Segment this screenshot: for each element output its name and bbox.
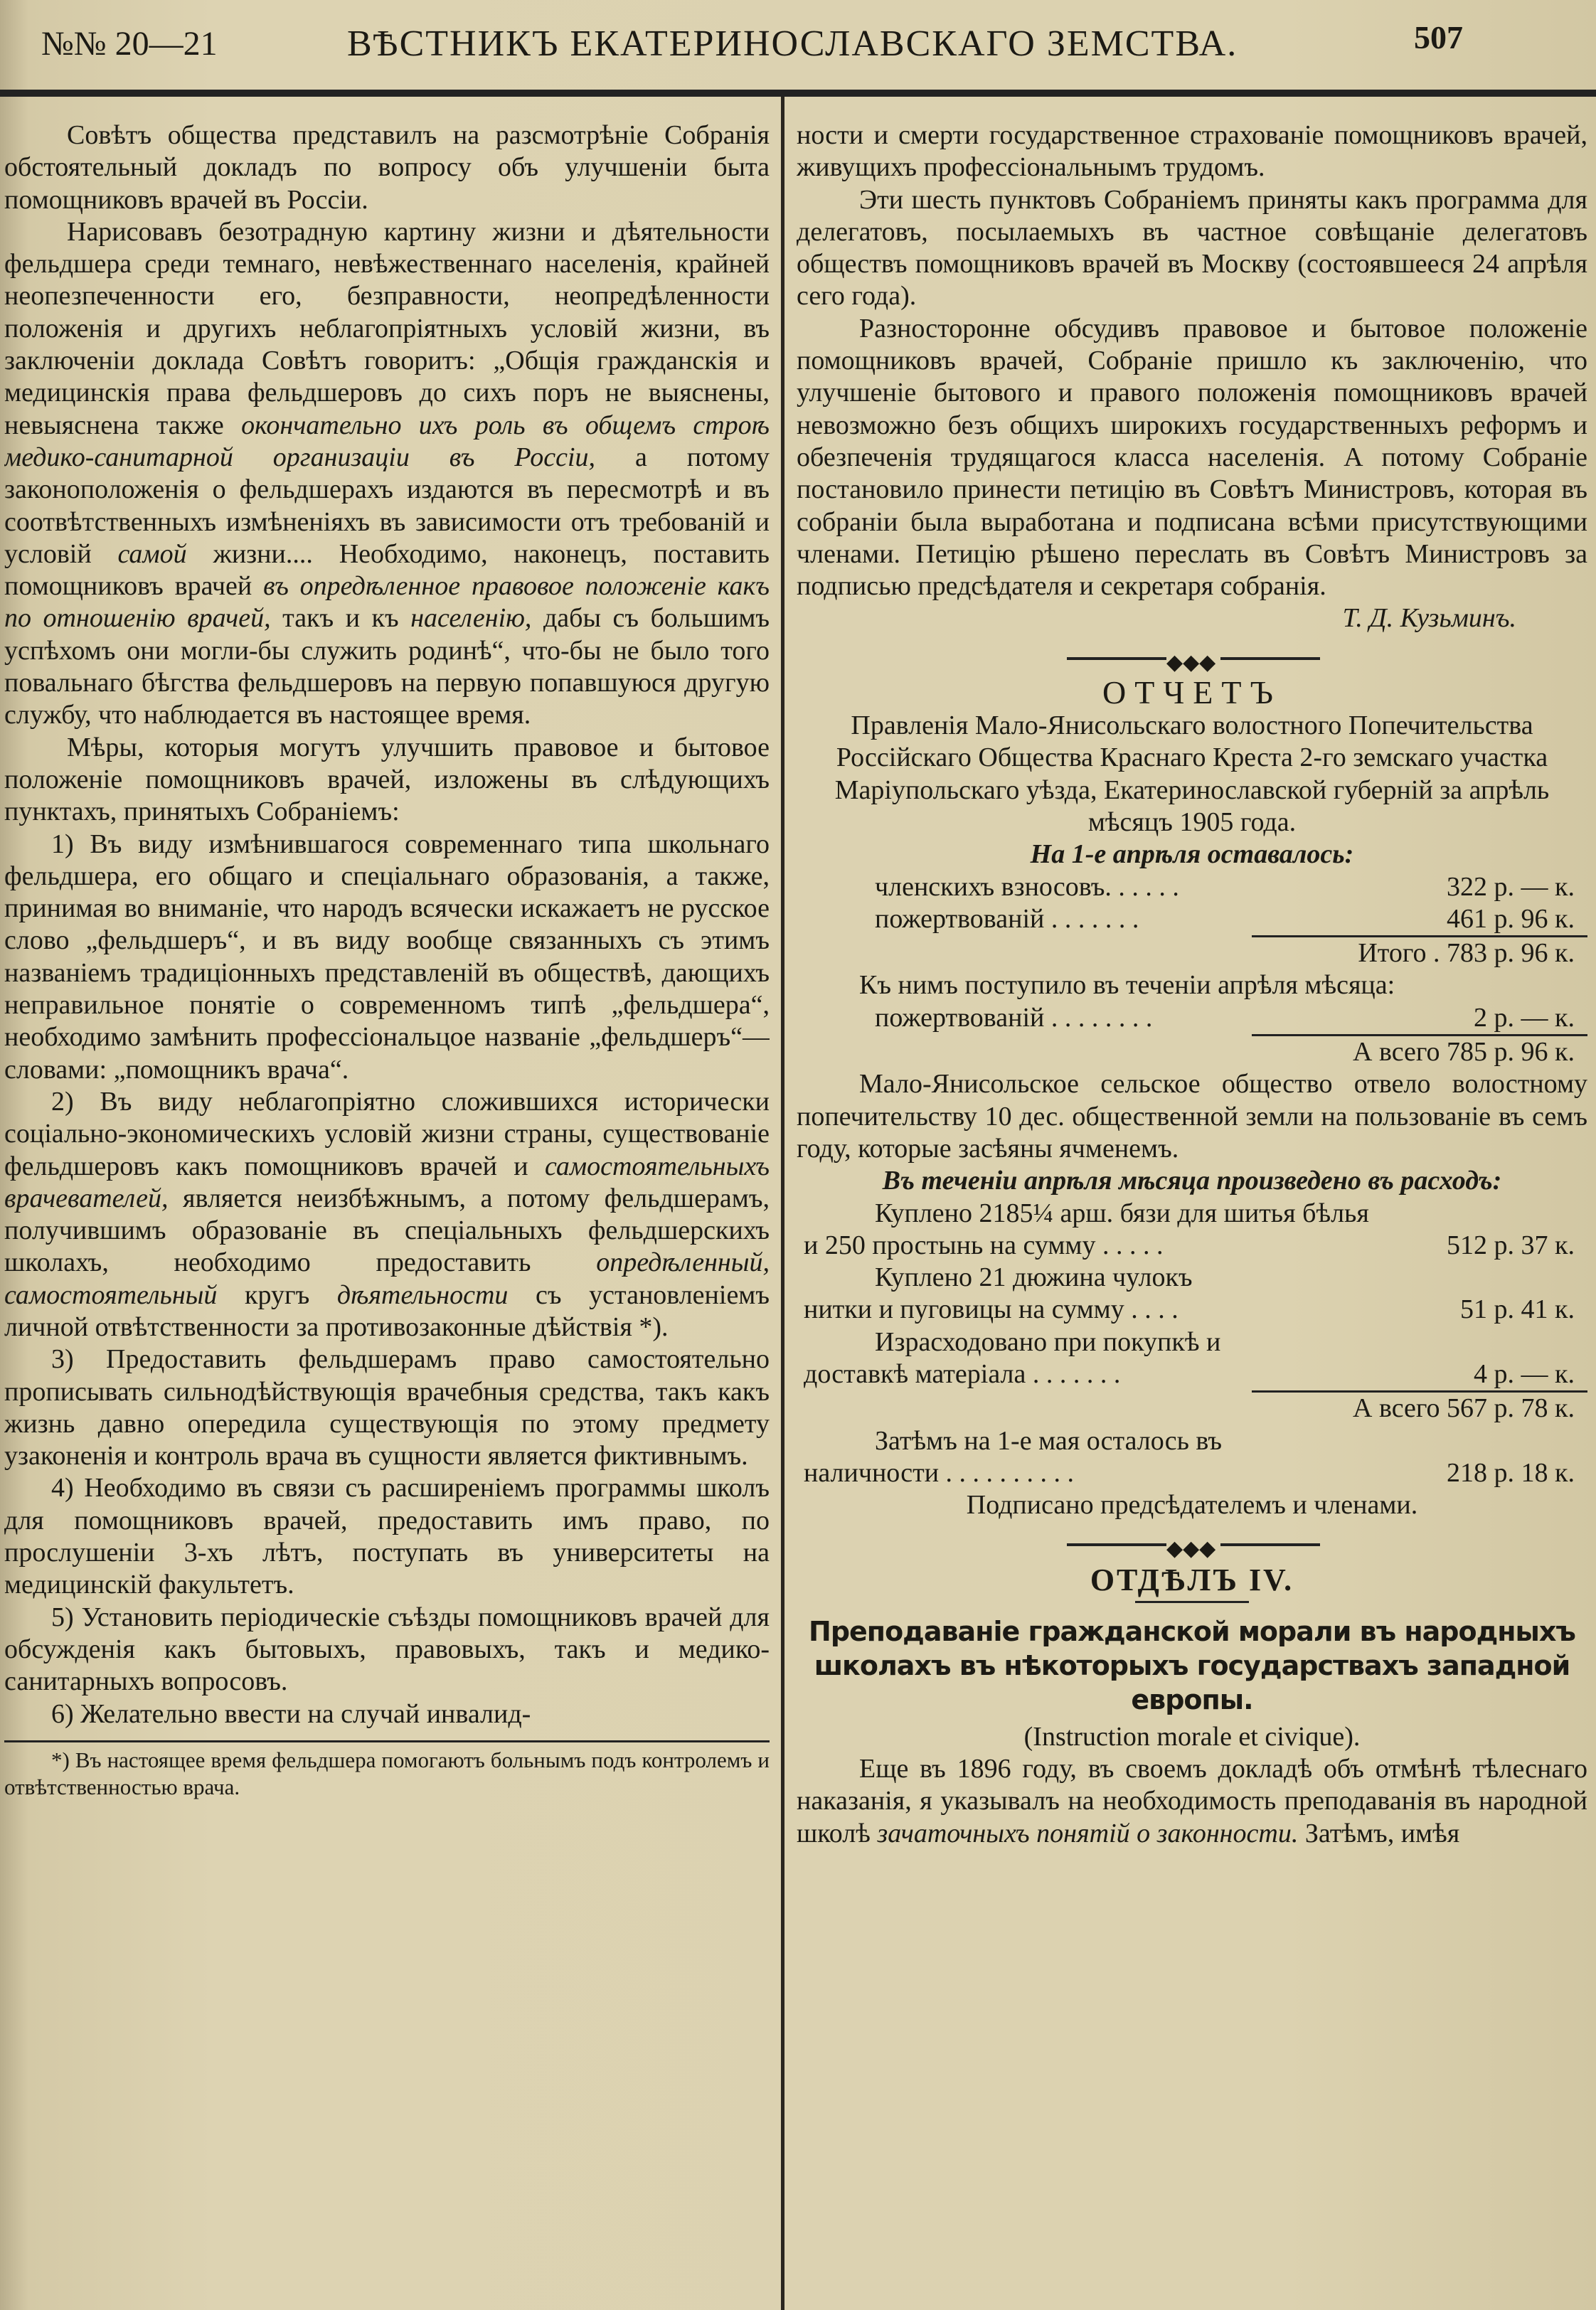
text-run: дабы съ большимъ успѣхомъ они могли-бы служить родинѣ“, что-бы не было того повальнаго бѣгства фельдшеровъ на первую попавшуюся другую службу, что наблюдается въ настоящее время. (4, 603, 770, 730)
ledger-label: наличности . . . . . . . . . . (804, 1457, 1075, 1488)
signed-line: Подписано предсѣдателемъ и членами. (966, 1490, 1418, 1521)
list-item: 6) Желательно ввести на случай инвалид- (51, 1698, 531, 1729)
left-column (4, 119, 770, 2310)
ledger-label: пожертвованій . . . . . . . (875, 903, 1139, 934)
right-column (797, 119, 1587, 2310)
article-subtitle: (Instruction morale et civique). (1023, 1721, 1361, 1752)
paragraph: Совѣтъ общества представилъ на разсмотрѣніе Собранія обстоятельный докладъ по вопросу объ улучшеніи быта помощниковъ врачей въ Россіи. (4, 120, 770, 215)
ledger-label: членскихъ взносовъ. . . . . . (875, 871, 1179, 902)
signature: Т. Д. Кузьминъ. (1342, 603, 1516, 634)
text-run: является неизбѣжнымъ, а потому фельдшерамъ, получившимъ образованіе въ спеціальныхъ фельдшерскихъ школахъ, необходимо предоставить (4, 1183, 770, 1278)
list-item: 3) Предоставить фельдшерамъ право самостоятельно прописывать сильнодѣйствующія врачебныя средства, такъ какъ жизнь давно опередила существующія по этому предмету узаконенія и контроль врача въ сущности является фиктивнымъ. (4, 1344, 770, 1471)
page-number: 507 (1414, 19, 1463, 55)
page-header (28, 18, 1579, 68)
paragraph: Эти шесть пунктовъ Собраніемъ приняты какъ программа для делегатовъ, посылаемыхъ въ частное совѣщаніе делегатовъ обществъ помощниковъ врачей въ Москву (состоявшееся 24 апрѣля сего года). (797, 184, 1587, 312)
text-run: такъ и къ (282, 603, 399, 634)
italic-run: самой (117, 538, 187, 569)
ledger-row (797, 1230, 1587, 1262)
ledger-row (797, 1425, 1587, 1457)
text-run: кругъ (245, 1279, 310, 1310)
expense-heading: Въ теченіи апрѣля мѣсяца произведено въ расходъ: (882, 1166, 1502, 1196)
text-run: Еще въ 1896 году, въ своемъ докладѣ объ отмѣнѣ тѣлеснаго наказанія, я указывалъ на необходимость преподаванія въ народной школѣ (797, 1754, 1587, 1848)
section-heading: ОТДѢЛЪ IV. (1090, 1563, 1294, 1598)
ledger-row (797, 1358, 1587, 1390)
issue-number: №№ 20—21 (41, 25, 218, 63)
ornament-divider: ◆◆◆ (797, 1533, 1587, 1557)
header-rule (0, 90, 1596, 97)
report-subtitle: Правленія Мало-Янисольскаго волостного Попечительства Россійскаго Общества Краснаго Креста 2-го земскаго участка Маріупольскаго уѣзда, Екатеринославской губерній за апрѣль мѣсяцъ 1905 года. (834, 710, 1550, 837)
text-run: 2) Въ виду неблагопріятно сложившихся исторически соціально-экономическихъ условій жизни страны, существованіе фельдшеровъ какъ помощниковъ врачей и (4, 1086, 770, 1181)
italic-run: населенію, (410, 603, 532, 634)
footnote-rule (4, 1740, 770, 1742)
report-title: ОТЧЕТЪ (1102, 674, 1282, 710)
ledger-row (797, 871, 1587, 903)
ledger-label: и 250 простынь на сумму . . . . . (804, 1230, 1164, 1260)
text-run: а потому законоположенія о фельдшерахъ издаются въ пересмотрѣ и въ соотвѣтственныхъ измѣненіяхъ въ зависимости отъ требованій и условій (4, 442, 770, 569)
text-run: Затѣмъ, имѣя (1304, 1818, 1460, 1848)
ledger-label: Израсходовано при покупкѣ и (875, 1326, 1221, 1357)
ledger-row (797, 1002, 1587, 1034)
italic-run: зачаточныхъ понятій о законности. (877, 1818, 1299, 1848)
text-run: жизни.... Необходимо, наконецъ, поставить помощниковъ врачей (4, 538, 770, 602)
list-item: 5) Установить періодическіе съѣзды помощниковъ врачей для обсужденія какъ бытовыхъ, правовыхъ, такъ и медико-санитарныхъ вопросовъ. (4, 1602, 770, 1697)
ledger-label: доставкѣ матеріала . . . . . . . (804, 1358, 1121, 1389)
paragraph (4, 216, 770, 732)
ledger-row (797, 1294, 1587, 1326)
italic-run: опредѣленный, самостоятельный (4, 1247, 770, 1310)
ornament-divider: ◆◆◆ (797, 646, 1587, 671)
ledger-label: нитки и пуговицы на сумму . . . . (804, 1294, 1179, 1325)
ledger-amount: 512 р. 37 к. (1447, 1230, 1575, 1260)
ledger-label: пожертвованій . . . . . . . . (875, 1002, 1153, 1033)
ledger-amount: 461 р. 96 к. (1447, 903, 1575, 934)
paragraph: Мѣры, которыя могутъ улучшить правовое и бытовое положеніе помощниковъ врачей, изложены въ слѣдующихъ пунктахъ, принятыхъ Собраніемъ: (4, 732, 770, 827)
list-item: 4) Необходимо въ связи съ расширеніемъ программы школъ для помощниковъ врачей, предоставить имъ право, по прослушеніи 3-хъ лѣтъ, поступать въ университеты на медицинскій факультетъ. (4, 1473, 770, 1600)
ledger-amount: 2 р. — к. (1474, 1002, 1575, 1033)
text-run: съ установленіемъ личной отвѣтственности за противозаконные дѣйствія *). (4, 1279, 770, 1342)
italic-run: самостоятельныхъ врачевателей, (4, 1151, 770, 1213)
ledger-amount: 322 р. — к. (1447, 871, 1575, 902)
paragraph (797, 1753, 1587, 1850)
paragraph: ности и смерти государственное страхованіе помощниковъ врачей, живущихъ профессіональнымъ трудомъ. (797, 120, 1587, 183)
ledger-amount: 218 р. 18 к. (1447, 1457, 1575, 1488)
ledger-amount: 51 р. 41 к. (1460, 1294, 1575, 1325)
balance-heading: На 1-е апрѣля оставалось: (1030, 839, 1354, 870)
section-rule (1135, 1601, 1249, 1603)
ledger-row (797, 1326, 1587, 1358)
ledger-total (797, 1036, 1587, 1068)
list-item: 1) Въ виду измѣнившагося современнаго типа школьнаго фельдшера, его общаго и спеціальнаго образованія, а также, принимая во вниманіе, что народъ всячески искажаетъ не русское слово „фельдшеръ“, и въ виду вообще связанныхъ съ этимъ названіемъ традиціонныхъ представленій въ обществѣ, дающихъ неправильное понятіе о современномъ типѣ „фельдшера“, необходимо замѣнить профессіональцое названіе „фельдшеръ“—словами: „помощникъ врача“. (4, 829, 770, 1085)
ledger-amount: 4 р. — к. (1474, 1358, 1575, 1389)
list-item (4, 1086, 770, 1343)
footnote: *) Въ настоящее время фельдшера помогаютъ больнымъ подъ контролемъ и отвѣтственностью врача. (4, 1747, 770, 1799)
column-divider (781, 97, 784, 2310)
ledger-label: Затѣмъ на 1-е мая осталось въ (875, 1425, 1223, 1456)
text-run: Нарисовавъ безотрадную картину жизни и дѣятельности фельдшера среди темнаго, невѣжественнаго населенія, крайней неопезпеченности его, безправности, неопредѣленности положенія и другихъ неблагопріятныхъ условій жизни, въ заключеніи доклада Совѣтъ говоритъ: „Общія гражданскія и медицинскія права фельдшеровъ до сихъ поръ не выяснены, невыяснена также (4, 216, 770, 440)
italic-run: въ опредѣленное правовое положеніе какъ по отношенію врачей, (4, 571, 770, 634)
journal-title: ВѢСТНИКЪ ЕКАТЕРИНОСЛАВСКАГО ЗЕМСТВА. (347, 23, 1238, 64)
ledger-amount: А всего 785 р. 96 к. (1353, 1037, 1575, 1068)
ledger-total (797, 1393, 1587, 1425)
ledger-row (797, 1457, 1587, 1489)
ledger-amount: Итого . 783 р. 96 к. (1358, 938, 1575, 969)
italic-run: дѣятельности (336, 1279, 509, 1310)
ledger-row (797, 1262, 1587, 1294)
article-title: Преподаваніе гражданской морали въ народныхъ школахъ въ нѣкоторыхъ государствахъ западной европы. (809, 1615, 1575, 1715)
paragraph: Разносторонне обсудивъ правовое и бытовое положеніе помощниковъ врачей, Собраніе пришло къ заключенію, что улучшеніе бытового и правого положенія помощниковъ врачей невозможно безъ общихъ широкихъ государственныхъ реформъ и обезпеченія трудящагося класса населенія. А потому Собраніе постановило принести петицію въ Совѣтъ Министровъ, которая въ собраніи была выработана и подписана всѣми присутствующими членами. Петицію рѣшено переслать въ Совѣтъ Министровъ за подписью предсѣдателя и секретаря собранія. (797, 313, 1587, 602)
ledger-label: Куплено 2185¼ арш. бязи для шитья бѣлья (875, 1198, 1369, 1228)
italic-run: окончательно ихъ роль въ общемъ строѣ медико-санитарной организаціи въ Россіи, (4, 410, 770, 472)
ledger-label: Куплено 21 дюжина чулокъ (875, 1262, 1193, 1293)
ledger-row (797, 1198, 1587, 1230)
ledger-row (797, 903, 1587, 935)
paragraph: Мало-Янисольское сельское общество отвело волостному попечительству 10 дес. общественной земли на пользованіе въ семъ году, которые засѣяны ячменемъ. (797, 1069, 1587, 1164)
ledger-total (797, 937, 1587, 969)
ledger-amount: А всего 567 р. 78 к. (1353, 1393, 1575, 1424)
paragraph: Къ нимъ поступило въ теченіи апрѣля мѣсяца: (859, 970, 1395, 1001)
